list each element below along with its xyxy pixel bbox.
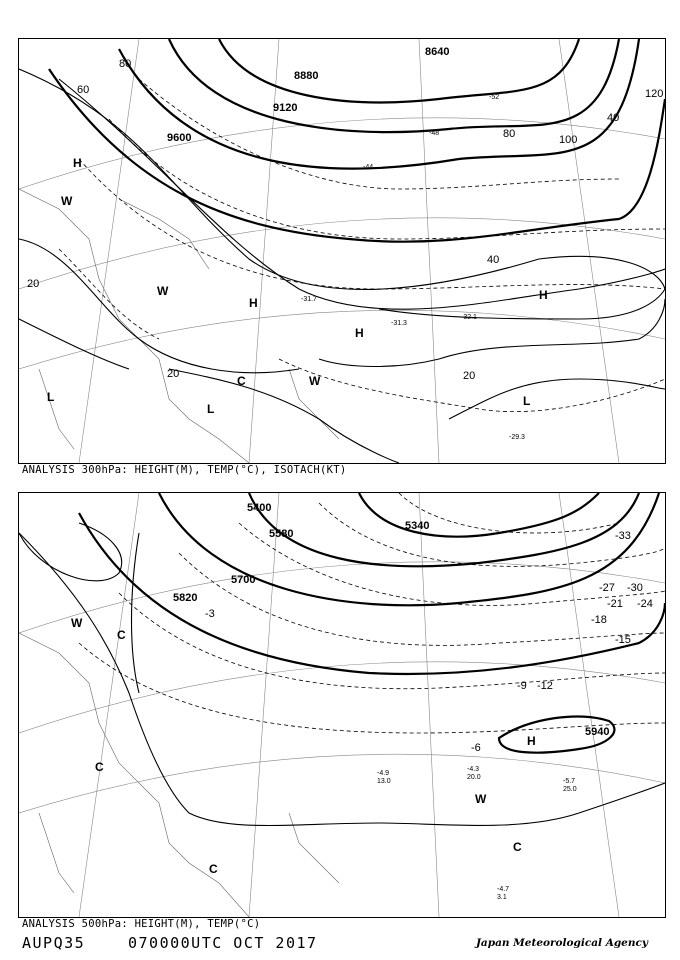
temp-label: -32.1 xyxy=(461,314,477,321)
isotachs xyxy=(19,69,665,463)
map-500hpa xyxy=(19,493,665,917)
system-marker: W xyxy=(157,284,169,298)
system-marker: W xyxy=(71,616,83,630)
system-marker: C xyxy=(117,628,126,642)
system-marker: W xyxy=(475,792,487,806)
isotach-label: 20 xyxy=(463,370,476,382)
isotherm-label: -27 xyxy=(599,582,615,594)
isotherm-label: -15 xyxy=(615,634,631,646)
isotach-label: 40 xyxy=(607,112,620,124)
height-label: 5400 xyxy=(247,502,272,514)
height-label: 5820 xyxy=(173,592,198,604)
station-value: 25.0 xyxy=(563,786,577,793)
valid-time: 070000UTC OCT 2017 xyxy=(128,934,318,952)
height-label: 5700 xyxy=(231,574,256,586)
system-marker: C xyxy=(513,840,522,854)
height-label: 9600 xyxy=(167,132,192,144)
temp-label: -52 xyxy=(489,94,500,101)
chart-500hpa xyxy=(18,492,666,918)
isotach-label: 20 xyxy=(167,368,180,380)
station-value: -4.7 xyxy=(497,886,510,893)
station-value: -4.9 xyxy=(377,770,390,777)
system-marker: H xyxy=(527,734,536,748)
station-value: 13.0 xyxy=(377,778,391,785)
station-values xyxy=(301,94,525,441)
station-value: -4.3 xyxy=(467,766,480,773)
isotach-label: 20 xyxy=(27,278,40,290)
chart-300hpa xyxy=(18,38,666,464)
isotach-label: 120 xyxy=(645,88,664,100)
isotach-label: 80 xyxy=(503,128,516,140)
system-marker: C xyxy=(237,374,246,388)
isotherms xyxy=(79,493,665,733)
system-marker: L xyxy=(207,402,215,416)
isotherm-label: -24 xyxy=(637,598,653,610)
temp-label: -44 xyxy=(363,164,374,171)
coastline xyxy=(19,633,339,917)
chart-code: AUPQ35 xyxy=(22,934,86,952)
temp-label: -31.7 xyxy=(301,296,317,303)
station-value: 3.1 xyxy=(497,894,507,901)
height-labels xyxy=(173,502,609,738)
isotherm-label: -12 xyxy=(537,680,553,692)
station-value: -5.7 xyxy=(563,778,576,785)
system-marker: H xyxy=(73,156,82,170)
system-marker: L xyxy=(523,394,531,408)
agency-name: Japan Meteorological Agency xyxy=(475,937,648,949)
caption-300hpa: ANALYSIS 300hPa: HEIGHT(M), TEMP(°C), ISOTACH(KT) xyxy=(22,464,347,476)
system-marker: W xyxy=(61,194,73,208)
graticule xyxy=(19,39,665,463)
isotherm-label: -30 xyxy=(627,582,643,594)
temp-label: -29.3 xyxy=(509,434,525,441)
isotherm-label: -33 xyxy=(615,530,631,542)
height-label: 8880 xyxy=(294,70,319,82)
system-marker: H xyxy=(355,326,364,340)
height-label: 8640 xyxy=(425,46,450,58)
temp-label: -48 xyxy=(429,130,440,137)
isotherm-label: -9 xyxy=(517,680,527,692)
system-marker: C xyxy=(209,862,218,876)
graticule xyxy=(19,493,665,917)
pressure-systems xyxy=(71,616,536,876)
isotherm-label: -6 xyxy=(471,742,481,754)
isotach-label: 40 xyxy=(487,254,500,266)
station-value: 20.0 xyxy=(467,774,481,781)
map-300hpa xyxy=(19,39,665,463)
height-label: 5940 xyxy=(585,726,610,738)
height-label: 9120 xyxy=(273,102,298,114)
system-marker: W xyxy=(309,374,321,388)
isotherm-labels xyxy=(205,530,653,754)
system-marker: H xyxy=(539,288,548,302)
isotherm-label: -21 xyxy=(607,598,623,610)
isotherm-label: -18 xyxy=(591,614,607,626)
station-values xyxy=(377,766,577,901)
height-label: 5340 xyxy=(405,520,430,532)
isotherms xyxy=(59,79,665,412)
isotach-label: 100 xyxy=(559,134,578,146)
isotherm-label: -3 xyxy=(205,608,215,620)
isotach-label: 80 xyxy=(119,58,132,70)
system-marker: C xyxy=(95,760,104,774)
temp-label: -31.3 xyxy=(391,320,407,327)
system-marker: L xyxy=(47,390,55,404)
system-marker: H xyxy=(249,296,258,310)
height-label: 5580 xyxy=(269,528,294,540)
isotach-label: 60 xyxy=(77,84,90,96)
caption-500hpa: ANALYSIS 500hPa: HEIGHT(M), TEMP(°C) xyxy=(22,918,261,930)
isotach-labels xyxy=(27,58,663,382)
